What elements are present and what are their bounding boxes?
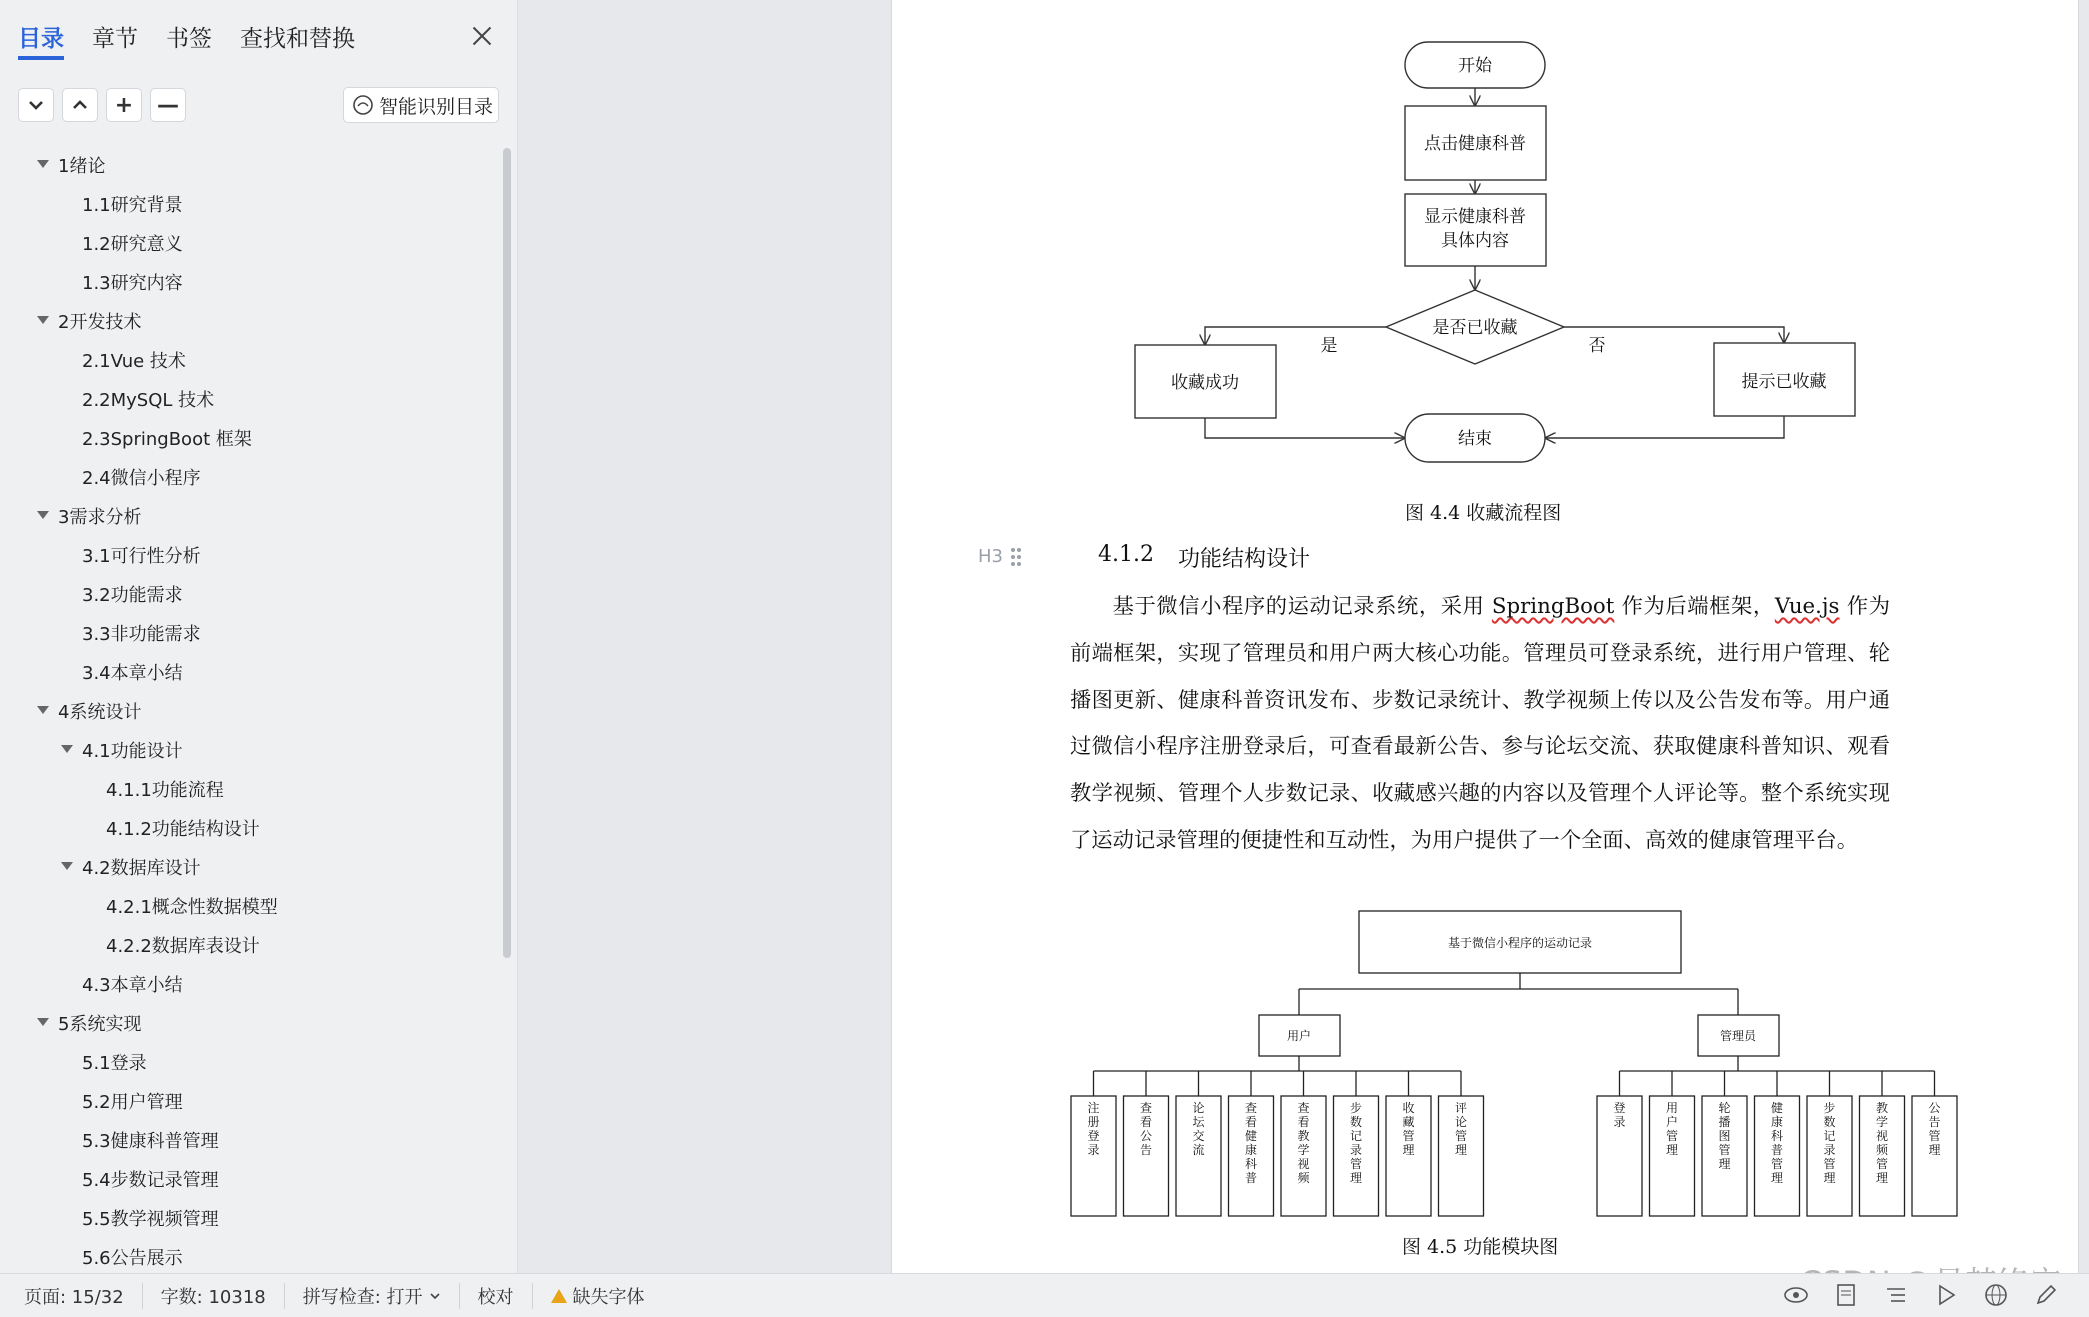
flow-yes-label: 是	[1320, 336, 1338, 356]
tree-leaf-text: 评论管理	[1454, 1101, 1468, 1157]
toc-item-label: 1绪论	[58, 155, 106, 177]
document-area	[519, 0, 2089, 1273]
flow-step2-line1: 显示健康科普	[1424, 207, 1526, 227]
caret-down-icon[interactable]	[37, 706, 49, 714]
figure-4-5-caption: 图 4.5 功能模块图	[1402, 1236, 1559, 1258]
toc-item-label: 5.5教学视频管理	[82, 1208, 219, 1230]
tree-leaf-text: 查看教学视频	[1297, 1101, 1310, 1185]
toc-item[interactable]	[0, 613, 500, 652]
flow-end-text: 结束	[1458, 429, 1492, 449]
toc-item[interactable]	[0, 1081, 500, 1120]
caret-down-icon[interactable]	[61, 745, 73, 753]
toc-item-label: 5.3健康科普管理	[82, 1130, 219, 1152]
caret-down-icon[interactable]	[37, 160, 49, 168]
expand-button[interactable]	[18, 88, 54, 122]
function-module-diagram	[892, 900, 2080, 1260]
toc-item-label: 4.2.1概念性数据模型	[106, 896, 278, 918]
body-paragraph[interactable]	[1070, 584, 1890, 865]
page-view-icon[interactable]	[1833, 1282, 1859, 1308]
page-indicator[interactable]: 页面: 15/32	[0, 1283, 143, 1309]
toc-item-label: 5系统实现	[58, 1013, 142, 1035]
paragraph-text: 基于微信小程序的运动记录系统，采用	[1112, 594, 1492, 619]
toc-item-label: 3.4本章小结	[82, 662, 183, 684]
toc-item[interactable]	[0, 691, 500, 730]
section-number: 4.1.2	[1098, 542, 1154, 567]
toc-item[interactable]	[0, 379, 500, 418]
toc-toolbar	[18, 88, 186, 122]
toc-item[interactable]	[0, 1003, 500, 1042]
drag-handle-icon[interactable]	[1009, 547, 1023, 567]
missing-font-warning[interactable]	[533, 1283, 663, 1309]
misspelled-word[interactable]: Vue.js	[1774, 594, 1840, 619]
toc-item-label: 4系统设计	[58, 701, 142, 723]
chevron-down-icon	[429, 1290, 441, 1302]
toc-item[interactable]	[0, 262, 500, 301]
pen-icon[interactable]	[2033, 1282, 2059, 1308]
tree-leaf-text: 步数记录管理	[1823, 1101, 1836, 1185]
remove-entry-button[interactable]: —	[150, 88, 186, 122]
toc-item-label: 5.4步数记录管理	[82, 1169, 219, 1191]
toc-item-label: 1.1研究背景	[82, 194, 183, 216]
toc-item[interactable]	[0, 925, 500, 964]
tree-leaf-text: 用户管理	[1665, 1101, 1679, 1157]
proofread-button[interactable]: 校对	[460, 1283, 533, 1309]
misspelled-word[interactable]: SpringBoot	[1491, 594, 1615, 619]
toc-item-label: 1.2研究意义	[82, 233, 183, 255]
toc-scrollbar[interactable]	[503, 148, 511, 958]
spell-check-label: 拼写检查: 打开	[302, 1286, 423, 1308]
toc-item[interactable]	[0, 418, 500, 457]
flow-decision-text: 是否已收藏	[1432, 318, 1518, 338]
chevron-up-icon	[71, 96, 89, 114]
figure-4-4-caption: 图 4.4 收藏流程图	[1405, 502, 1562, 524]
toc-item-label: 1.3研究内容	[82, 272, 183, 294]
document-page	[891, 0, 2079, 1273]
smart-recognize-icon	[352, 94, 374, 116]
flow-step-show	[1405, 194, 1546, 266]
caret-down-icon[interactable]	[37, 1018, 49, 1026]
toc-item[interactable]	[0, 1237, 500, 1270]
play-icon[interactable]	[1933, 1282, 1959, 1308]
collapse-button[interactable]	[62, 88, 98, 122]
tree-leaf-text: 论坛交流	[1192, 1101, 1205, 1157]
eye-icon[interactable]	[1783, 1282, 1809, 1308]
heading-level-marker[interactable]	[978, 546, 1023, 567]
spell-check-toggle[interactable]	[285, 1283, 460, 1309]
smart-toc-label: 智能识别目录	[379, 95, 494, 118]
tree-leaf-text: 查看公告	[1139, 1101, 1153, 1157]
toc-item-label: 4.1功能设计	[82, 740, 183, 762]
toc-item-label: 2开发技术	[58, 311, 142, 333]
tab-chapters[interactable]: 章节	[92, 26, 138, 52]
toc-item-label: 2.4微信小程序	[82, 467, 201, 489]
web-view-icon[interactable]	[1983, 1282, 2009, 1308]
flow-left-text: 收藏成功	[1171, 373, 1239, 393]
chevron-down-icon	[27, 96, 45, 114]
toc-item[interactable]	[0, 1198, 500, 1237]
toc-item-label: 5.1登录	[82, 1052, 147, 1074]
toc-item[interactable]	[0, 847, 500, 886]
toc-item[interactable]	[0, 886, 500, 925]
section-heading[interactable]	[1098, 542, 1310, 573]
toc-item-label: 4.3本章小结	[82, 974, 183, 996]
add-entry-button[interactable]: +	[106, 88, 142, 122]
flow-step1-text: 点击健康科普	[1424, 134, 1526, 154]
missing-font-label: 缺失字体	[572, 1286, 645, 1308]
collection-flowchart	[892, 0, 2080, 500]
toc-item-label: 3.3非功能需求	[82, 623, 201, 645]
toc-item-label: 4.1.1功能流程	[106, 779, 224, 801]
toc-item-label: 3.2功能需求	[82, 584, 183, 606]
tree-user-text: 用户	[1286, 1029, 1312, 1043]
toc-item[interactable]	[0, 730, 500, 769]
tree-leaf-text: 注册登录	[1087, 1101, 1100, 1157]
tree-leaf-text: 查看健康科普	[1244, 1101, 1258, 1185]
paragraph-text: 作为前端框架，实现了管理员和用户两大核心功能。管理员可登录系统，进行用户管理、轮播图更新、健康科普资讯发布、步数记录统计、教学视频上传以及公告发布等。用户通过微信小程序注册登录后，可查看最新公告、参与论坛交流、获取健康科普知识、观看教学视频、管理个人步数记录、收藏感兴趣的内容以及管理个人评论等。整个系统实现了运动记录管理的便捷性和互动性，为用户提供了一个全面、高效的健康管理平台。	[1070, 594, 1890, 853]
toc-item-label: 2.1Vue 技术	[82, 350, 186, 372]
tab-bookmarks[interactable]: 书签	[166, 26, 212, 52]
word-count[interactable]: 字数: 10318	[143, 1283, 285, 1309]
tree-leaf-text: 步数记录管理	[1349, 1101, 1363, 1185]
tree-root-text: 基于微信小程序的运动记录	[1447, 936, 1593, 950]
outline-view-icon[interactable]	[1883, 1282, 1909, 1308]
toc-item[interactable]	[0, 652, 500, 691]
toc-item[interactable]	[0, 1042, 500, 1081]
tab-find-replace[interactable]: 查找和替换	[240, 26, 355, 52]
tree-leaf-text: 教学视频管理	[1875, 1101, 1889, 1185]
caret-down-icon[interactable]	[37, 511, 49, 519]
toc-item[interactable]	[0, 1159, 500, 1198]
nav-tab-bar	[18, 20, 355, 60]
toc-item[interactable]	[0, 769, 500, 808]
flow-no-label: 否	[1588, 336, 1606, 356]
view-mode-icons	[1783, 1282, 2059, 1308]
tree-leaf-text: 登录	[1613, 1101, 1626, 1129]
warning-icon	[551, 1289, 567, 1303]
toc-item[interactable]	[0, 496, 500, 535]
toc-item-label: 5.2用户管理	[82, 1091, 183, 1113]
toc-item[interactable]	[0, 184, 500, 223]
h3-icon: H3	[978, 546, 1003, 567]
toc-item[interactable]	[0, 340, 500, 379]
close-icon[interactable]	[470, 24, 494, 48]
toc-item-label: 2.3SpringBoot 框架	[82, 428, 252, 450]
toc-item[interactable]	[0, 1120, 500, 1159]
tree-leaf-text: 收藏管理	[1402, 1101, 1415, 1157]
flow-right-text: 提示已收藏	[1741, 372, 1827, 392]
toc-item[interactable]	[0, 535, 500, 574]
toc-item[interactable]	[0, 223, 500, 262]
smart-toc-button[interactable]	[343, 87, 499, 123]
toc-item-label: 4.1.2功能结构设计	[106, 818, 260, 840]
toc-item[interactable]	[0, 964, 500, 1003]
toc-item[interactable]	[0, 145, 500, 184]
toc-item-label: 5.6公告展示	[82, 1247, 183, 1269]
flow-step2-line2: 具体内容	[1441, 231, 1509, 251]
toc-item[interactable]	[0, 808, 500, 847]
tree-leaf-text: 公告管理	[1928, 1101, 1941, 1157]
caret-down-icon[interactable]	[37, 316, 49, 324]
tree-leaf-text: 轮播图管理	[1718, 1101, 1731, 1171]
tree-leaf-text: 健康科普管理	[1770, 1101, 1784, 1185]
toc-item[interactable]	[0, 301, 500, 340]
section-title: 功能结构设计	[1177, 547, 1310, 572]
navigation-pane	[0, 0, 518, 1273]
tab-toc[interactable]: 目录	[18, 20, 64, 60]
toc-item[interactable]	[0, 574, 500, 613]
toc-item-label: 4.2.2数据库表设计	[106, 935, 260, 957]
flow-start-text: 开始	[1458, 56, 1492, 76]
toc-list	[0, 145, 500, 1270]
toc-item-label: 3需求分析	[58, 506, 142, 528]
status-bar	[0, 1273, 2089, 1317]
paragraph-text: 作为后端框架，	[1614, 594, 1775, 619]
toc-item-label: 2.2MySQL 技术	[82, 389, 215, 411]
toc-item-label: 4.2数据库设计	[82, 857, 201, 879]
caret-down-icon[interactable]	[61, 862, 73, 870]
tree-admin-text: 管理员	[1719, 1029, 1757, 1043]
toc-item-label: 3.1可行性分析	[82, 545, 201, 567]
toc-item[interactable]	[0, 457, 500, 496]
